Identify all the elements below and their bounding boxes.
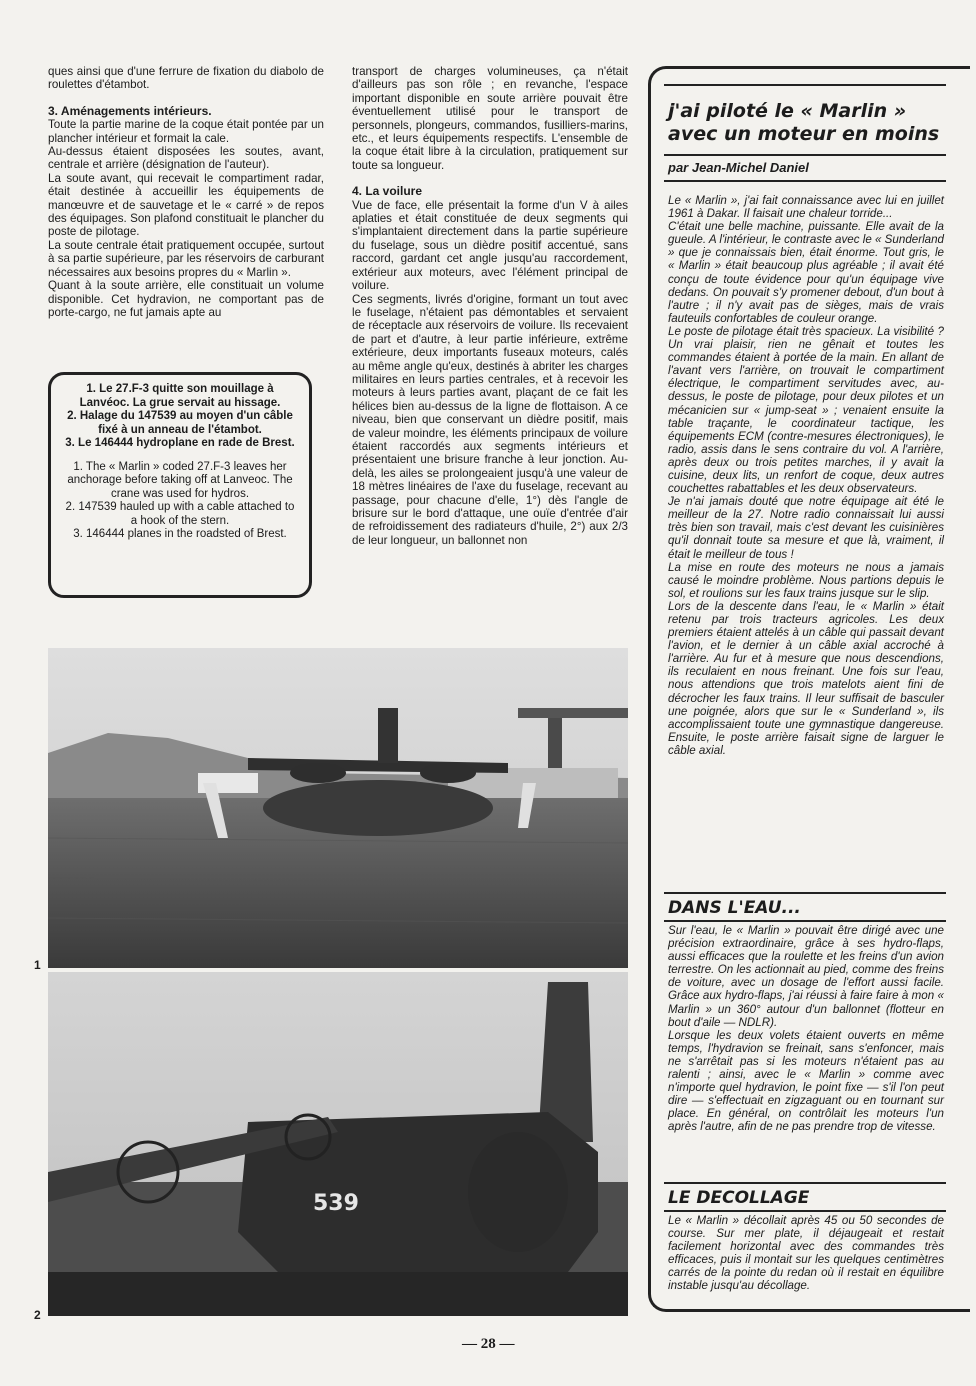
section-heading: 3. Aménagements intérieurs. xyxy=(48,103,212,118)
photo-number: 2 xyxy=(34,1308,41,1322)
sidebar-title: j'ai piloté le « Marlin » avec un moteur en moins xyxy=(668,100,940,145)
caption-french xyxy=(61,383,299,451)
paragraph: Le « Marlin » décollait après 45 ou 50 secondes de course. Sur mer plate, il déjaugeait et restait facilement horizontal avec des commandes très efficaces, puis il montait sur les quelques centimètres carrés de la pointe du redan où il restait en équilibre instable jusqu'au décollage. xyxy=(668,1214,944,1293)
sidebar-body xyxy=(668,1214,944,1293)
divider xyxy=(664,1182,946,1184)
sidebar-heading-takeoff: LE DECOLLAGE xyxy=(668,1188,810,1208)
sidebar-body xyxy=(668,194,944,757)
caption-line: 2. Halage du 147539 au moyen d'un câble fixé à un anneau de l'étambot. xyxy=(67,410,293,436)
divider xyxy=(664,1210,946,1212)
paragraph: La soute centrale était pratiquement occupée, surtout à sa partie supérieure, par les réservoirs de carburant nécessaires aux besoins propres du « Marlin ». xyxy=(48,238,324,279)
paragraph: Lorsque les deux volets étaient ouverts en même temps, l'hydravion se freinait, sans s'enfoncer, mais ne s'arrêtait pas si les moteurs n'étaient pas au ralenti ; ainsi, avec le « Marlin » comme avec n'importe quel hydravion, le point fixe — s'il l'on peut dire — s'effectuait en zigzaguant ou en tournant sur place. En général, on contrôlait les moteurs l'un après l'autre, afin de ne pas prendre trop de vitesse. xyxy=(668,1028,944,1134)
paragraph: Toute la partie marine de la coque était pontée par un plancher intérieur et formait la cale. xyxy=(48,118,324,145)
caption-english xyxy=(61,461,299,542)
column-middle xyxy=(352,65,628,547)
seaplane-photo-2 xyxy=(48,972,628,1316)
paragraph: La soute avant, qui recevait le compartiment radar, était destinée à accueillir les équipements de manœuvre et de sauvetage et le « carré » de repos des équipages. Son plafond constituait le plancher du poste de pilotage. xyxy=(48,171,324,239)
divider xyxy=(664,920,946,922)
paragraph: Lors de la descente dans l'eau, le « Marlin » était retenu par trois tracteurs agricoles. Les deux premiers étaient attelés à un câble qui passait devant l'avion, et le dernier à un câble axial accroché à l'arrière. Au fur et à mesure que nous descendions, ils reculaient en nous freinant. Une fois sur l'eau, nous attendions que trois matelots aient fini de décrocher les faux trains. Il leur suffisait de basculer une poignée, alors que sur le « Sunderland », ils accomplissaient toute une gymnastique dangereuse. Ensuite, le poste arrière faisait signe de larguer le câble axial. xyxy=(668,599,944,757)
paragraph: C'était une belle machine, puissante. Elle avait de la gueule. A l'intérieur, le contraste avec le « Sunderland » que je connaissais bien, était énorme. Tout gris, le « Marlin » était beaucoup plus agréable ; il avait été conçu de toute évidence pour qu'un équipage vive dedans. On pouvait s'y promener debout, d'un bout à l'autre ; il n'y avait pas de sièges, mais de vrais fauteuils confortables de couleur orange. xyxy=(668,220,944,325)
divider xyxy=(664,154,946,156)
sidebar-author: par Jean-Michel Daniel xyxy=(668,160,809,175)
paragraph: La mise en route des moteurs ne nous a jamais causé le moindre problème. Nous partions depuis le sol, et roulions sur les faux trains jusque sur le slip. xyxy=(668,560,944,600)
caption-line: 1. The « Marlin » coded 27.F-3 leaves her anchorage before taking off at Lanveoc. The crane was used for hydros. xyxy=(67,460,293,500)
paragraph: Le poste de pilotage était très spacieux. La visibilité ? Un vrai plaisir, rien ne gênait et toutes les commandes étaient à portée de la main. En allant de l'avant vers l'arrière, on trouvait le compartiment électrique, le compartiment servitudes avec, au-dessus, le poste de pilotage, pour deux pilotes et un mécanicien sur « jump-seat » ; venaient ensuite la table traçante, le coordinateur tactique, les équipements ECM (contre-mesures électroniques), le radio, assis dans le sens contraire du vol. A l'arrière, après deux ou trois petites marches, il y avait la cuisine, deux lits, un renfort de coque, deux autres couchettes rabattables et les deux observateurs. xyxy=(668,324,944,496)
caption-line: 3. 146444 planes in the roadsted of Brest. xyxy=(73,528,287,540)
paragraph: Quant à la soute arrière, elle constituait un volume disponible. Cet hydravion, ne comportant pas de porte-cargo, ne fut jamais apte au xyxy=(48,279,324,319)
sidebar-body xyxy=(668,924,944,1134)
page-number: — 28 — xyxy=(462,1336,515,1352)
divider xyxy=(664,84,946,86)
caption-line: 3. Le 146444 hydroplane en rade de Brest. xyxy=(65,437,295,449)
photo-caption-box xyxy=(48,372,312,598)
paragraph: Au-dessus étaient disposées les soutes, avant, centrale et arrière (désignation de l'auteur). xyxy=(48,145,324,172)
photo-number: 1 xyxy=(34,958,41,972)
paragraph: Le « Marlin », j'ai fait connaissance avec lui en juillet 1961 à Dakar. Il faisait une chaleur torride... xyxy=(668,194,944,221)
paragraph: Ces segments, livrés d'origine, formant un tout avec le fuselage, n'étaient pas démontables et servaient de réceptacle aux réservoirs de voilure. Ils recevaient de part et d'autre, à leur partie inférieure, extrême extérieure, deux importants fuseaux moteurs, calés au même angle qu'eux, destinés à abriter les charges militaires en leurs parties centrales, et à recevoir les moteurs à leurs parties avant, plaçant de ce fait les hélices bien au-dessus de la ligne de flottaison. A ce niveau, bien que conservant un dièdre positif, mais de valeur moindre, les éléments principaux de voilure étaient raccordés aux segments intérieurs et présentaient une brisure franche à leur jonction. Au-delà, les ailes se prolongeaient jusqu'à une valeur de 18 mètres linéaires de l'axe du fuselage, recevant au passage, pour chacune d'elle, 1°) dès l'angle de brisure sur le bord d'attaque, une ouïe d'entrée d'air de refroidissement des radiateurs d'huile, 2°) aux 2/3 de leur longueur, un ballonnet non xyxy=(352,292,628,547)
paragraph: ques ainsi que d'une ferrure de fixation du diabolo de roulettes d'étambot. xyxy=(48,65,324,92)
divider xyxy=(664,892,946,894)
sidebar-heading-water: DANS L'EAU... xyxy=(668,898,801,918)
paragraph: transport de charges volumineuses, ça n'était d'ailleurs pas son rôle ; en revanche, l'espace important disponible en soute arrière pouvait être éventuellement utilisé pour le transport de personnels, plongeurs, commandos, fusilliers-marins, etc., et leurs équipements respectifs. L'ensemble de la coque était libre à la circulation, pratiquement sur toute sa longueur. xyxy=(352,65,628,172)
caption-line: 1. Le 27.F-3 quitte son mouillage à Lanvéoc. La grue servait au hissage. xyxy=(79,383,281,409)
tail-number-text: 539 xyxy=(313,1191,359,1216)
paragraph: Vue de face, elle présentait la forme d'un V à ailes aplaties et était constituée de deux segments qui s'implantaient directement dans la partie supérieure du fuselage, sous un dièdre positif accentué, sans raccord, gardant cet angle jusqu'au raccordement, extérieur aux moteurs, avec l'élément principal de voilure. xyxy=(352,198,628,293)
section-heading: 4. La voilure xyxy=(352,184,423,199)
paragraph: Je n'ai jamais douté que notre équipage ait été le meilleur de la 27. Notre radio connaissait lui aussi très bien son travail, mais c'est devant les cuisinières qu'il donnait toute sa mesure et que là, vraiment, il était le meilleur de tous ! xyxy=(668,495,944,561)
photo-seaplane-at-anchor xyxy=(48,648,628,968)
caption-line: 2. 147539 hauled up with a cable attached to a hook of the stern. xyxy=(65,501,295,527)
divider xyxy=(664,180,946,182)
seaplane-photo-1 xyxy=(48,648,628,968)
photo-seaplane-hauled xyxy=(48,972,628,1316)
column-left xyxy=(48,65,324,319)
paragraph: Sur l'eau, le « Marlin » pouvait être dirigé avec une précision extraordinaire, grâce à ses hydro-flaps, aussi efficaces que la roulette et les freins d'un avion terrestre. On les actionnait au pied, comme des freins de voiture, avec un dosage de l'effort aussi facile. Grâce aux hydro-flaps, j'ai réussi à faire faire à mon « Marlin » un 360° autour d'un ballonnet (flotteur en bout d'aile — NDLR). xyxy=(668,924,944,1029)
